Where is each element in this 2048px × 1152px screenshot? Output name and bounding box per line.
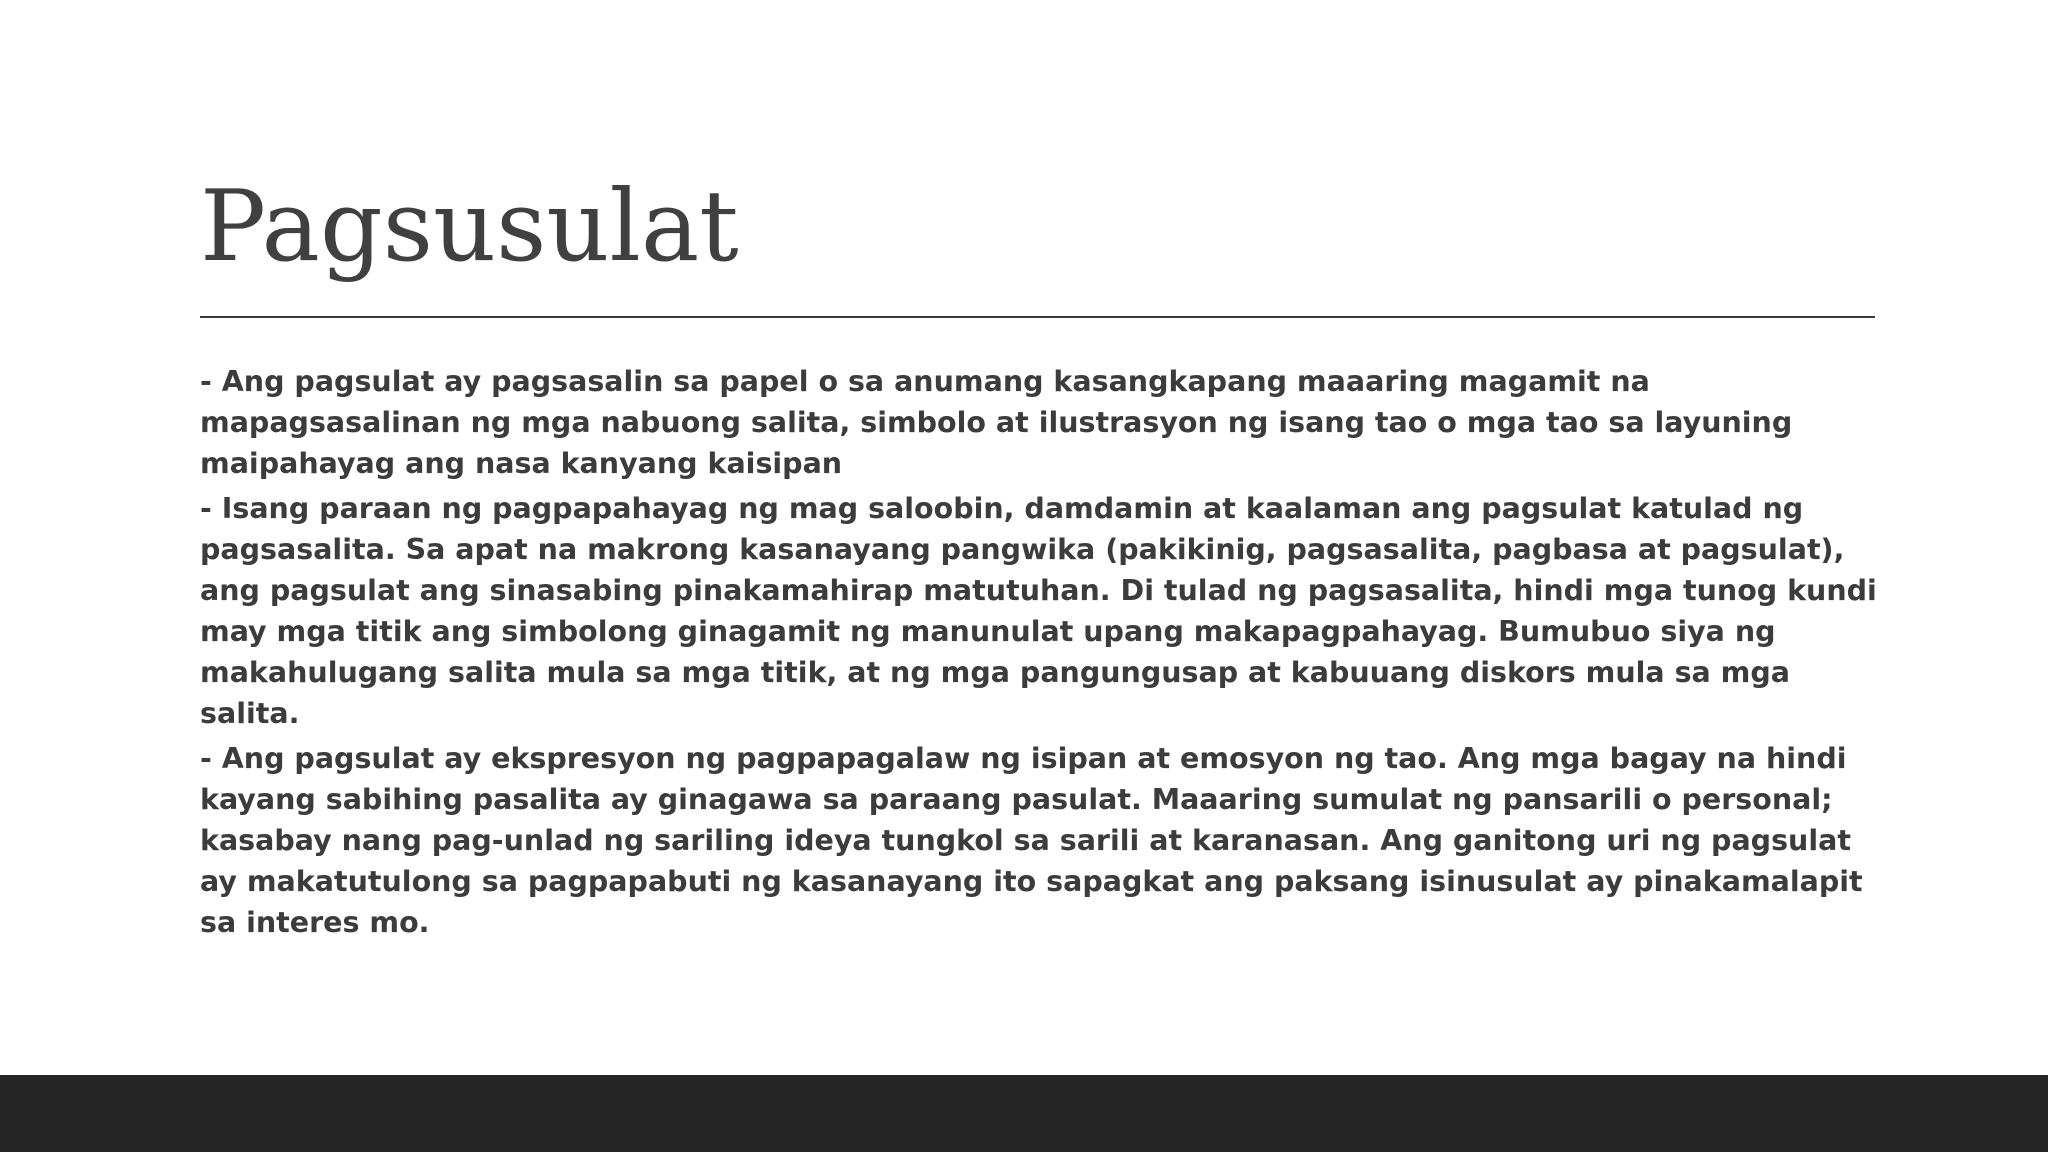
- slide-title: Pagsusulat: [200, 170, 739, 284]
- body-paragraph-1: - Ang pagsulat ay pagsasalin sa papel o sa anumang kasangkapang maaaring magamit na mapagsasalinan ng mga nabuong salita, simbolo at ilustrasyon ng isang tao o mga tao sa layuning maipahayag ang nasa kanyang kaisipan: [200, 365, 1793, 480]
- body-paragraph-2: - Isang paraan ng pagpapahayag ng mag saloobin, damdamin at kaalaman ang pagsulat katulad ng pagsasalita. Sa apat na makrong kasanayang pangwika (pakikinig, pagsasalita, pagbasa at pagsulat), ang pagsulat ang sinasabing pinakamahirap matutuhan. Di tulad ng pagsasalita, hindi mga tunog kundi may mga titik ang simbolong ginagamit ng manunulat upang makapagpahayag. Bumubuo siya ng makahulugang salita mula sa mga titik, at ng mga pangungusap at kabuuang diskors mula sa mga salita.: [200, 492, 1877, 730]
- title-divider: [200, 316, 1875, 318]
- body-paragraph-3: - Ang pagsulat ay ekspresyon ng pagpapagalaw ng isipan at emosyon ng tao. Ang mga bagay na hindi kayang sabihing pasalita ay ginagawa sa paraang pasulat. Maaaring sumulat ng pansarili o personal; kasabay nang pag-unlad ng sariling ideya tungkol sa sarili at karanasan. Ang ganitong uri ng pagsulat ay makatutulong sa pagpapabuti ng kasanayang ito sapagkat ang paksang isinusulat ay pinakamalapit sa interes mo.: [200, 742, 1863, 939]
- footer-bar: [0, 1075, 2048, 1152]
- slide-body: [200, 361, 1880, 943]
